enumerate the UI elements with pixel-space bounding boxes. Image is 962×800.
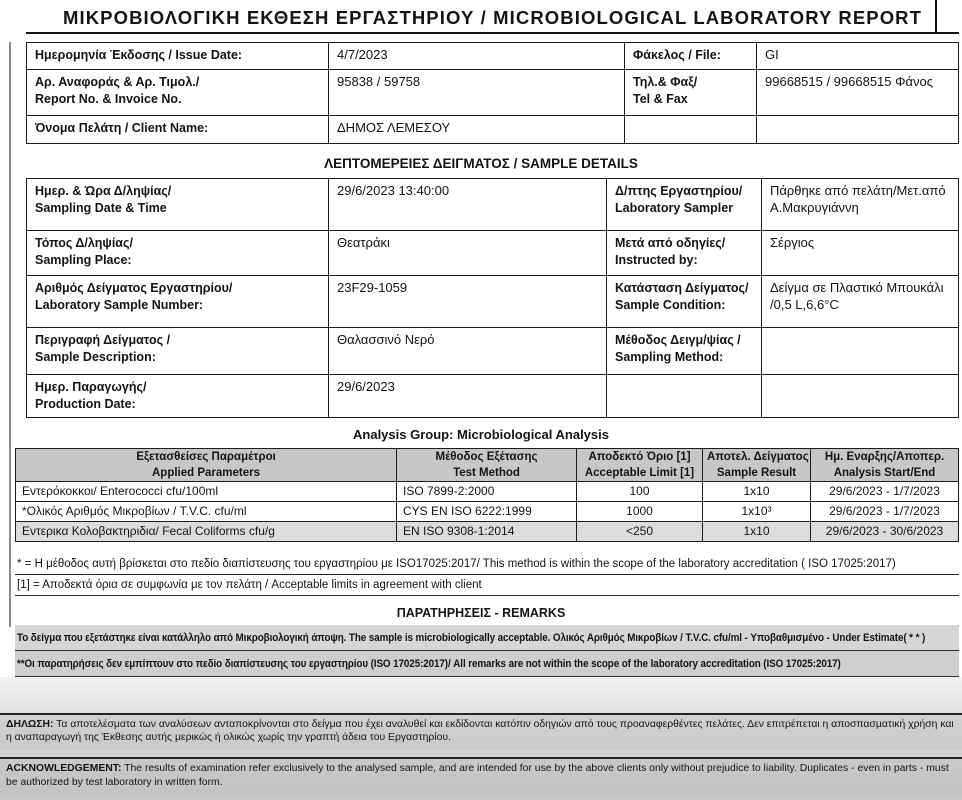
result-cell: 1x10³ <box>703 501 811 521</box>
declaration-english <box>0 757 962 794</box>
column-header-method-el: Μέθοδος Εξέτασης <box>397 448 577 465</box>
limit-cell: <250 <box>577 521 703 541</box>
method-cell: EN ISO 9308-1:2014 <box>397 521 577 541</box>
parameter-cell: Εντερικα Κολοβακτηριδια/ Fecal Coliforms cfu/g <box>16 521 397 541</box>
sample-description-value: Θαλασσινό Νερό <box>329 328 607 375</box>
dates-cell: 29/6/2023 - 1/7/2023 <box>811 501 959 521</box>
lab-sampler-value: Πάρθηκε από πελάτη/Μετ.από Α.Μακρυγιάννη <box>762 179 959 231</box>
footnote-limits: [1] = Αποδεκτά όρια σε συμφωνία με τον πελάτη / Acceptable limits in agreement with client <box>15 575 959 596</box>
report-info-table <box>26 42 959 144</box>
sample-details-table <box>26 178 959 418</box>
result-cell: 1x10 <box>703 521 811 541</box>
column-header-result-el: Αποτελ. Δείγματος <box>703 448 811 465</box>
lab-sample-number-label: Αριθμός Δείγματος Εργαστηρίου/ Laboratory Sample Number: <box>27 276 329 328</box>
declaration-greek <box>0 713 962 750</box>
dates-cell: 29/6/2023 - 1/7/2023 <box>811 481 959 501</box>
report-title: ΜΙΚΡΟΒΙΟΛΟΓΙΚΗ ΕΚΘΕΣΗ ΕΡΓΑΣΤΗΡΙΟΥ / MICROBIOLOGICAL LABORATORY REPORT <box>62 7 923 28</box>
scan-artifact-tick <box>935 0 938 33</box>
table-row <box>27 276 959 328</box>
tel-fax-value: 99668515 / 99668515 Φάνος <box>757 70 959 116</box>
limit-cell: 1000 <box>577 501 703 521</box>
analysis-row <box>16 481 959 501</box>
footnote-accreditation: * = Η μέθοδος αυτή βρίσκεται στο πεδίο διαπίστευσης του εργαστηρίου με ISO17025:2017/ This method is within the scope of the laboratory accreditation ( ISO 17025:2017) <box>15 556 959 575</box>
table-row <box>27 328 959 375</box>
client-name-value: ΔΗΜΟΣ ΛΕΜΕΣΟΥ <box>329 116 625 144</box>
sample-details-title: ΛΕΠΤΟΜΕΡΕΙΕΣ ΔΕΙΓΜΑΤΟΣ / SAMPLE DETAILS <box>324 156 638 171</box>
dates-cell: 29/6/2023 - 30/6/2023 <box>811 521 959 541</box>
sample-condition-label: Κατάσταση Δείγματος/ Sample Condition: <box>607 276 762 328</box>
sampling-datetime-value: 29/6/2023 13:40:00 <box>329 179 607 231</box>
sampling-method-label: Μέθοδος Δειγμ/ψίας / Sampling Method: <box>607 328 762 375</box>
remarks-section <box>15 625 959 677</box>
sampling-place-label: Τόπος Δ/ληψίας/ Sampling Place: <box>27 231 329 276</box>
result-cell: 1x10 <box>703 481 811 501</box>
column-header-parameters-en: Applied Parameters <box>16 465 397 482</box>
remark-line <box>15 651 959 677</box>
analysis-row <box>16 501 959 521</box>
instructed-by-value: Σέργιος <box>762 231 959 276</box>
remarks-title: ΠΑΡΑΤΗΡΗΣΕΙΣ - REMARKS <box>396 605 566 620</box>
acknowledgement-text: The results of examination refer exclusively to the analysed sample, and are intended for use by the above clients only without prejudice to liability. Duplicates - even in parts - must be authorized by test laboratory in written form. <box>6 763 949 788</box>
file-value: GI <box>757 43 959 70</box>
parameter-cell: Εντερόκοκκοι/ Enterococci cfu/100ml <box>16 481 397 501</box>
report-invoice-value: 95838 / 59758 <box>329 70 625 116</box>
empty-cell <box>625 116 757 144</box>
report-invoice-label: Αρ. Αναφοράς & Αρ. Τιμολ./ Report No. & Invoice No. <box>27 70 329 116</box>
file-label: Φάκελος / File: <box>625 43 757 70</box>
remark-line <box>15 625 959 651</box>
table-row <box>27 116 959 144</box>
issue-date-label: Ημερομηνία Έκδοσης / Issue Date: <box>27 43 329 70</box>
method-cell: ISO 7899-2:2000 <box>397 481 577 501</box>
lab-sample-number-value: 23F29-1059 <box>329 276 607 328</box>
table-header-row <box>16 448 959 465</box>
footnotes <box>15 556 959 596</box>
declaration-section <box>0 677 962 800</box>
scan-artifact-line <box>9 42 11 627</box>
remark-text: Το δείγμα που εξετάστηκε είναι κατάλληλο από Μικροβιολογική άποψη. The sample is microbiologically acceptable. Ολικός Αριθμός Μικροβίων / T.V.C. cfu/ml - Υποβαθμισμένο - Under Estimate( * * ) <box>17 631 926 644</box>
table-header-row <box>16 465 959 482</box>
column-header-dates-el: Ημ. Εναρξης/Αποπερ. <box>811 448 959 465</box>
table-row <box>27 43 959 70</box>
sample-condition-value: Δείγμα σε Πλαστικό Μπουκάλι /0,5 L,6,6°C <box>762 276 959 328</box>
column-header-parameters-el: Εξετασθείσες Παραμέτροι <box>16 448 397 465</box>
production-date-label: Ημερ. Παραγωγής/ Production Date: <box>27 375 329 418</box>
empty-cell <box>762 375 959 418</box>
sampling-method-value <box>762 328 959 375</box>
table-row <box>27 375 959 418</box>
remark-text: **Οι παρατηρήσεις δεν εμπίπτουν στο πεδίο διαπίστευσης του εργαστηρίου (ISO 17025:2017)/ All remarks are not within the scope of the laboratory accreditation (ISO 17025:2017) <box>17 657 841 670</box>
table-row <box>27 179 959 231</box>
declaration-greek-text: Τα αποτελέσματα των αναλύσεων ανταποκρίνονται στο δείγμα που έχει αναλυθεί και εκδίδονται κατόπιν οδηγιών από τους προαναφερθέντες πελάτες. Δεν επιτρέπεται η αποσπασματική χρήση και η αναπαραγωγή της Έκθεσης αυτής μερικώς ή ολικώς χωρίς την γραπτή άδεια του Εργαστηρίου. <box>6 718 954 744</box>
analysis-row <box>16 521 959 541</box>
column-header-limit-en: Acceptable Limit [1] <box>577 465 703 482</box>
limit-cell: 100 <box>577 481 703 501</box>
empty-cell <box>757 116 959 144</box>
column-header-dates-en: Analysis Start/End <box>811 465 959 482</box>
table-row <box>27 70 959 116</box>
method-cell: CYS EN ISO 6222:1999 <box>397 501 577 521</box>
issue-date-value: 4/7/2023 <box>329 43 625 70</box>
tel-fax-label: Τηλ.& Φαξ/ Tel & Fax <box>625 70 757 116</box>
lab-sampler-label: Δ/πτης Εργαστηρίου/ Laboratory Sampler <box>607 179 762 231</box>
sampling-datetime-label: Ημερ. & Ώρα Δ/ληψίας/ Sampling Date & Time <box>27 179 329 231</box>
column-header-result-en: Sample Result <box>703 465 811 482</box>
analysis-table <box>15 448 959 542</box>
column-header-limit-el: Αποδεκτό Όριο [1] <box>577 448 703 465</box>
client-name-label: Όνομα Πελάτη / Client Name: <box>27 116 329 144</box>
analysis-group-title: Analysis Group: Microbiological Analysis <box>353 426 609 442</box>
acknowledgement-label: ACKNOWLEDGEMENT: <box>6 763 122 775</box>
sampling-place-value: Θεατράκι <box>329 231 607 276</box>
column-header-method-en: Test Method <box>397 465 577 482</box>
instructed-by-label: Μετά από οδηγίες/ Instructed by: <box>607 231 762 276</box>
sample-description-label: Περιγραφή Δείγματος / Sample Description: <box>27 328 329 375</box>
production-date-value: 29/6/2023 <box>329 375 607 418</box>
parameter-cell: *Ολικός Αριθμός Μικροβίων / T.V.C. cfu/ml <box>16 501 397 521</box>
table-row <box>27 231 959 276</box>
empty-cell <box>607 375 762 418</box>
report-header <box>26 0 959 34</box>
declaration-greek-label: ΔΗΛΩΣΗ: <box>6 718 54 730</box>
